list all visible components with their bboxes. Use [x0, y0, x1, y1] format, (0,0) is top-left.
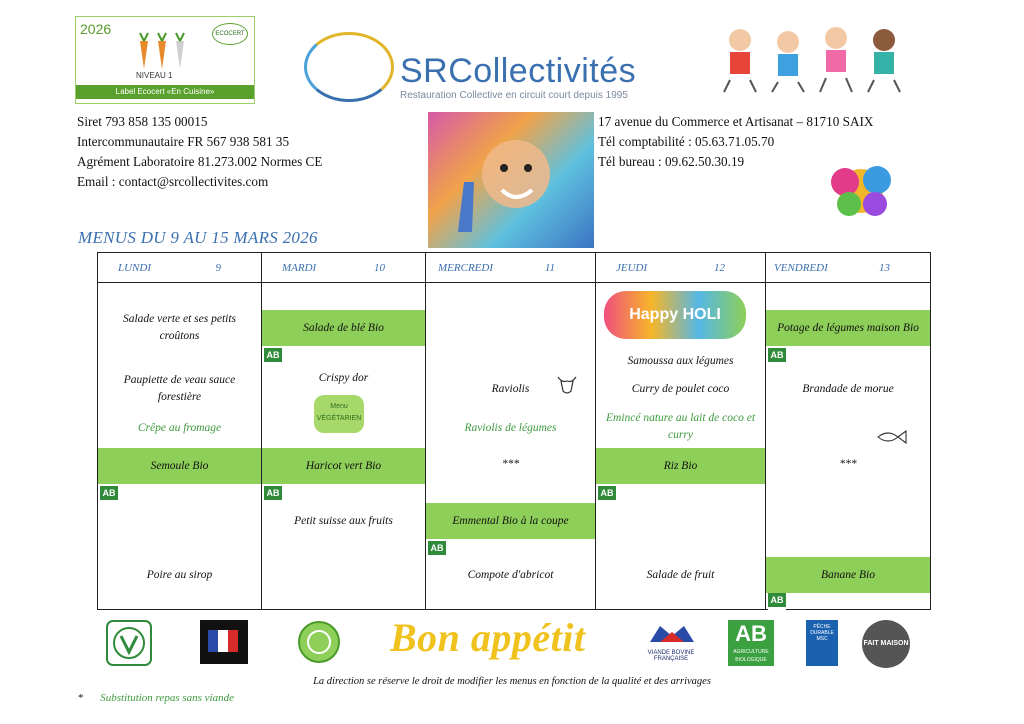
day-column-mardi — [262, 253, 426, 609]
day-date: 9 — [215, 262, 221, 274]
ab-agriculture-biologique-logo — [728, 620, 774, 666]
day-column-mercredi — [426, 253, 596, 609]
ecocert-label-text: Label Ecocert «En Cuisine» — [76, 85, 254, 99]
dessert: Petit suisse aux fruits — [294, 515, 393, 527]
veg-alternative: Crêpe au fromage — [137, 422, 222, 434]
lab-approval-line: Agrément Laboratoire 81.273.002 Normes CE — [77, 154, 323, 169]
weekly-menu-table — [97, 252, 931, 610]
main-dish: Paupiette de veau sauce forestière — [123, 374, 236, 403]
main-dish: Curry de poulet coco — [631, 383, 730, 395]
day-date: 10 — [374, 262, 385, 274]
starter-bio: Potage de légumes maison Bio — [766, 310, 930, 346]
office-phone-line: Tél bureau : 09.62.50.30.19 — [598, 154, 745, 169]
ab-text: AB — [735, 621, 767, 646]
brand-tagline: Restauration Collective en circuit court depuis 1995 — [400, 90, 628, 101]
ecocert-year: 2026 — [80, 21, 112, 37]
dairy-bio: Emmental Bio à la coupe — [426, 503, 595, 539]
footnote — [78, 692, 234, 704]
color-powder-illustration — [815, 158, 907, 224]
ab-caption: AGRICULTURE BIOLOGIQUE — [733, 649, 769, 663]
side-dish: *** — [501, 458, 520, 470]
vegetarian-v-icon — [106, 620, 152, 666]
fait-maison-logo: FAIT MAISON — [862, 620, 910, 668]
day-column-lundi — [98, 253, 262, 609]
veg-alternative: Raviolis de légumes — [464, 422, 557, 434]
day-name: MARDI — [282, 262, 317, 274]
side-dish: *** — [839, 458, 857, 470]
vegetarian-menu-badge: Menu VÉGÉTARIEN — [314, 395, 364, 433]
starter: Salade verte et ses petits croûtons — [122, 313, 237, 342]
day-header — [426, 253, 595, 283]
french-origin-icon — [200, 620, 248, 666]
day-header — [262, 253, 425, 283]
cloche-icon — [304, 32, 394, 102]
ab-organic-icon: AB — [100, 486, 118, 504]
ab-organic-icon: AB — [264, 486, 282, 504]
ecocert-level: NIVEAU 1 — [136, 71, 173, 80]
disclaimer: La direction se réserve le droit de modifier les menus en fonction de la qualité et des arrivages — [313, 676, 711, 687]
vat-line: Intercommunautaire FR 567 938 581 35 — [77, 134, 290, 149]
bon-appetit-text: Bon appétit — [390, 615, 586, 660]
fish-icon — [876, 429, 908, 445]
dessert-bio: Banane Bio — [766, 557, 930, 593]
brand-logo — [300, 28, 700, 106]
ab-organic-icon: AB — [598, 486, 616, 504]
french-beef-logo — [642, 620, 700, 666]
ab-organic-icon: AB — [264, 348, 282, 366]
main-dish: Brandade de morue — [802, 383, 894, 395]
happy-holi-banner: Happy HOLI — [604, 291, 746, 339]
vegetables-icon — [132, 31, 192, 71]
brand-name: SRCollectivités — [400, 52, 637, 90]
dessert: Compote d'abricot — [467, 569, 554, 581]
side-dish-bio: Haricot vert Bio — [262, 448, 425, 484]
local-product-icon — [294, 620, 344, 666]
holi-child-photo — [428, 112, 594, 248]
day-column-jeudi — [596, 253, 766, 609]
starter-bio: Salade de blé Bio — [262, 310, 425, 346]
company-info-left — [77, 112, 322, 192]
msc-logo: PÊCHE DURABLE MSC — [806, 620, 838, 666]
day-name: MERCREDI — [438, 262, 493, 274]
siret-line: Siret 793 858 135 00015 — [77, 114, 208, 129]
side-dish-bio: Riz Bio — [596, 448, 765, 484]
beef-label-icon — [642, 620, 700, 648]
day-header — [766, 253, 930, 283]
footnote-text: Substitution repas sans viande — [100, 692, 234, 704]
dessert: Salade de fruit — [646, 569, 715, 581]
day-header — [596, 253, 765, 283]
main-dish: Crispy dor — [318, 372, 369, 384]
main-dish: Raviolis — [491, 383, 530, 395]
child-face-icon — [428, 112, 594, 248]
ecocert-badge: ECOCERT — [212, 23, 248, 45]
ab-organic-icon: AB — [428, 541, 446, 559]
address-line: 17 avenue du Commerce et Artisanat – 81710 SAIX — [598, 114, 874, 129]
ab-organic-icon: AB — [768, 593, 786, 611]
day-header — [98, 253, 261, 283]
children-illustration — [718, 20, 926, 94]
starter: Samoussa aux légumes — [627, 355, 734, 367]
day-date: 13 — [879, 262, 890, 274]
day-name: LUNDI — [118, 262, 152, 274]
dessert: Poire au sirop — [146, 569, 213, 581]
day-date: 11 — [544, 262, 555, 274]
day-column-vendredi — [766, 253, 930, 609]
french-beef-label: VIANDE BOVINE FRANÇAISE — [647, 650, 695, 662]
day-name: JEUDI — [616, 262, 648, 274]
ab-organic-icon: AB — [768, 348, 786, 366]
email-line: Email : contact@srcollectivites.com — [77, 174, 269, 189]
ecocert-label-logo — [75, 16, 255, 104]
veg-alternative: Emincé nature au lait de coco et curry — [605, 412, 756, 441]
menu-title: MENUS DU 9 AU 15 MARS 2026 — [78, 228, 318, 247]
side-dish-bio: Semoule Bio — [98, 448, 261, 484]
day-name: VENDREDI — [774, 262, 828, 274]
footnote-star: * — [78, 692, 84, 704]
beef-icon — [554, 373, 580, 397]
day-date: 12 — [714, 262, 725, 274]
accounting-phone-line: Tél comptabilité : 05.63.71.05.70 — [598, 134, 775, 149]
